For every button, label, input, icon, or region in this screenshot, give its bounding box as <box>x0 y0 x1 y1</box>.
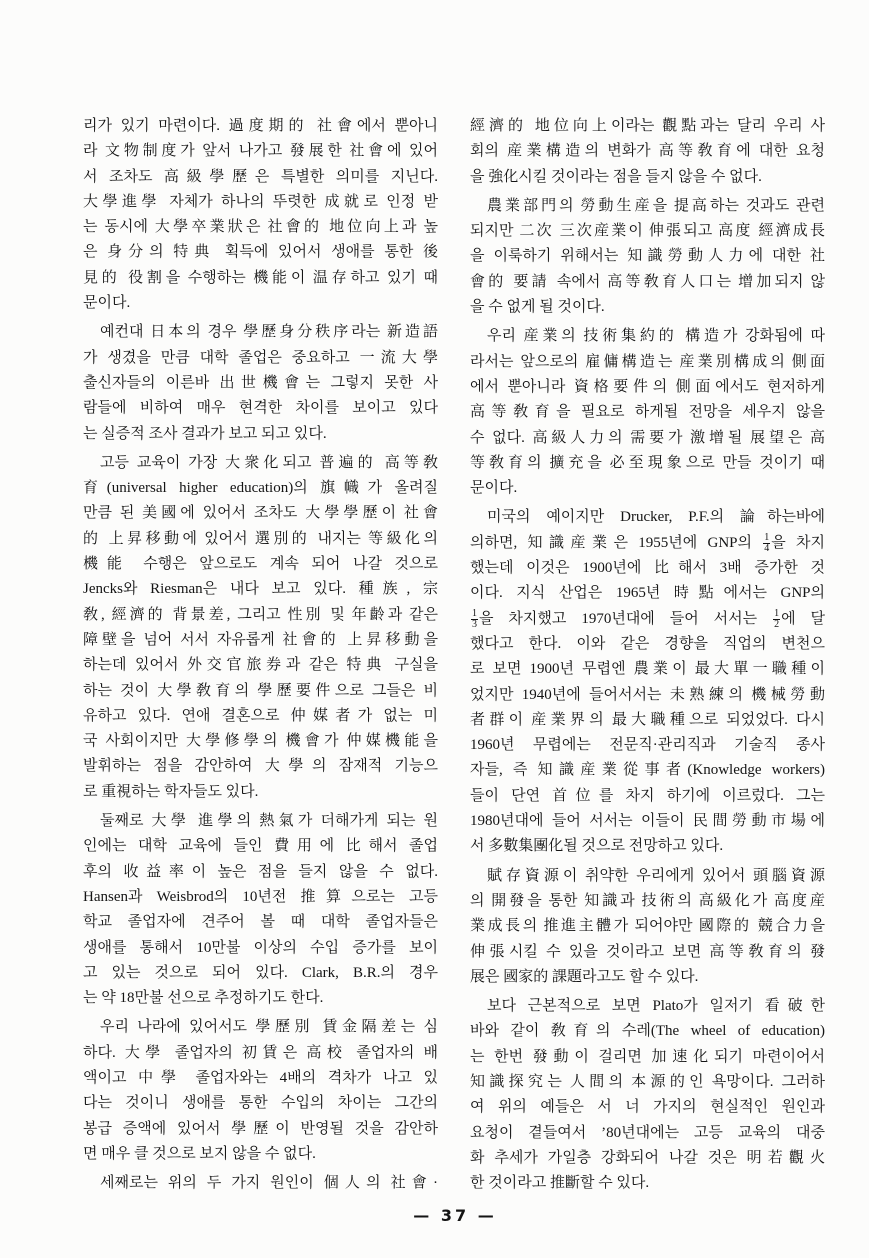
text-line: Hansen과 Weisbrod의 10년전 推算으로는 고등 <box>83 888 438 905</box>
text-line: 회의 産業構造의 변화가 高等敎育에 대한 요청 <box>470 143 825 160</box>
text-line: 만큼 된 美國에 있어서 조차도 大學學歷이 社會 <box>83 505 438 522</box>
text-line <box>470 607 825 632</box>
text-line: 가 생겼을 만큼 대학 졸업은 중요하고 一流大學 <box>83 349 438 366</box>
text-line: 大學進學 자체가 하나의 뚜렷한 成就로 인정 받 <box>83 193 438 210</box>
text-line: 인에는 대학 교육에 들인 費用에 比해서 졸업 <box>83 838 438 855</box>
text-line: 람들에 비하여 매우 현격한 차이를 보이고 있다 <box>83 400 438 417</box>
paragraph <box>470 864 825 990</box>
text-line: 했다고 한다. 이와 같은 경향을 직업의 변천으 <box>470 635 825 652</box>
text-line: 보다 근본적으로 보면 Plato가 일저기 看破한 <box>487 998 825 1015</box>
text-line: 다는 것이니 생애를 통한 수입의 차이는 그간의 <box>83 1095 438 1112</box>
text-line: 고등 교육이 가장 大衆化되고 普遍的 高等敎 <box>100 454 438 471</box>
text-line: 이다. 지식 산업은 1965년 時點에서는 GNP의 <box>470 585 825 602</box>
text-line: 리가 있기 마련이다. 過度期的 社會에서 뿐아니 <box>83 118 438 134</box>
text-line: 서 多數集團化될 것으로 전망하고 있다. <box>470 838 724 855</box>
text-line: 들이 단연 首位를 차지 하기에 이르렀다. 그는 <box>470 787 825 804</box>
text-line: 었지만 1940년에 들어서서는 未熟練의 機械勞動 <box>470 686 825 703</box>
text-line: 知識探究는 人間의 本源的인 욕망이다. 그러하 <box>470 1073 825 1090</box>
text-line <box>470 531 825 556</box>
text-segment: 에 달 <box>781 610 825 627</box>
fraction-denominator: 2 <box>774 618 780 630</box>
text-line: 會的 要請 속에서 高等敎育人口는 增加되지 않 <box>470 273 825 290</box>
paragraph <box>83 1171 438 1196</box>
text-line: 로 보면 1900년 무렵엔 農業이 最大單一職種이 <box>470 661 825 678</box>
text-line: 국 사회이지만 大學修學의 機會가 仲媒機能을 <box>83 733 438 750</box>
text-line: 유하고 있다. 연애 결혼으로 仲媒者가 없는 미 <box>83 707 438 724</box>
text-line: 者群이 産業界의 最大職種으로 되었었다. 다시 <box>470 711 825 728</box>
text-line: 等敎育의 擴充을 必至現象으로 만들 것이기 때 <box>470 454 825 471</box>
paragraph <box>470 324 825 501</box>
paragraph <box>470 194 825 320</box>
text-line: 的 上昇移動에 있어서 選別的 내지는 等級化의 <box>83 530 438 547</box>
text-line: 라서는 앞으로의 雇傭構造는 産業別構成의 側面 <box>470 353 825 370</box>
text-line: 1960년 무렵에는 전문직·관리직과 기술직 종사 <box>470 737 825 754</box>
text-line: 伸張시킬 수 있을 것이라고 보면 高等敎育의 發 <box>470 943 825 960</box>
text-line: 에서 뿐아니라 資格要件의 側面에서도 현저하게 <box>470 378 825 395</box>
text-line: 의 開發을 통한 知識과 技術의 高級化가 高度産 <box>470 892 825 909</box>
fraction-numerator: 1 <box>774 607 780 619</box>
text-line: 세째로는 위의 두 가지 원인이 個人의 社會· <box>100 1175 438 1192</box>
text-line: 見的 役割을 수행하는 機能이 温存하고 있기 때 <box>83 269 438 286</box>
text-line: 經濟的 地位向上이라는 觀點과는 달리 우리 사 <box>470 118 825 134</box>
text-line: 1980년대에 들어 서서는 이들이 民間勞動市場에 <box>470 813 825 830</box>
fraction-denominator: 3 <box>472 618 477 630</box>
text-line: 서 조차도 高級學歷은 특별한 의미를 지닌다. <box>83 168 438 185</box>
text-line: 은 身分의 特典 획득에 있어서 생애를 통한 後 <box>83 244 438 261</box>
text-segment: 을 차지했고 1970년대에 들어 서서는 <box>479 610 773 627</box>
text-line: 생애를 통해서 10만불 이상의 수입 증가를 보이 <box>83 939 438 956</box>
text-line: 을 수 없게 될 것이다. <box>470 299 605 316</box>
text-line: 農業部門의 勞動生産을 提高하는 것과도 관련 <box>487 197 825 214</box>
text-line: 을 이룩하기 위해서는 知識勞動人力에 대한 社 <box>470 248 825 265</box>
right-column <box>470 114 825 1196</box>
text-line: 발휘하는 점을 감안하여 大學의 잠재적 기능으 <box>83 758 438 775</box>
paragraph <box>83 1015 438 1167</box>
text-line: 하는데 있어서 外交官旅券과 같은 特典 구실을 <box>83 657 438 674</box>
text-line: 출신자들의 이른바 出世機會는 그렇지 못한 사 <box>83 374 438 391</box>
text-line: 되지만 二次 三次産業이 伸張되고 高度 經濟成長 <box>470 223 825 240</box>
text-line: 는 실증적 조사 결과가 보고 되고 있다. <box>83 425 327 442</box>
text-line: 학교 졸업자에 견주어 볼 때 대학 졸업자들은 <box>83 914 438 931</box>
text-line: 했는데 이것은 1900년에 比해서 3배 증가한 것 <box>470 560 825 577</box>
text-line: 요청이 곁들여서 ’80년대에는 고등 교육의 대중 <box>470 1124 825 1141</box>
text-line: 高等敎育을 필요로 하게될 전망을 세우지 않을 <box>470 404 825 421</box>
text-line: 하다. 大學 졸업자의 初賃은 高校 졸업자의 배 <box>83 1044 438 1061</box>
text-line: 로 重視하는 학자들도 있다. <box>83 783 259 800</box>
fraction <box>773 609 780 630</box>
text-line: 展은 國家的 課題라고도 할 수 있다. <box>470 968 699 985</box>
text-line: 바와 같이 敎育의 수레(The wheel of education) <box>470 1023 825 1040</box>
page-number: — 37 — <box>413 1206 497 1225</box>
text-line: 예컨대 日本의 경우 學歷身分秩序라는 新造語 <box>100 324 438 341</box>
text-line: 하는 것이 大學敎育의 學歷要件으로 그들은 비 <box>83 682 438 699</box>
text-line: 우리 나라에 있어서도 學歷別 賃金隔差는 심 <box>100 1019 438 1036</box>
text-segment: 의하면, 知識産業은 1955년에 GNP의 <box>470 534 763 551</box>
text-line: 여 위의 예들은 서 너 가지의 현실적인 원인과 <box>470 1099 825 1116</box>
text-line: 는 약 18만불 선으로 추정하기도 한다. <box>83 990 324 1007</box>
paragraph <box>83 320 438 446</box>
text-line: 문이다. <box>470 480 518 497</box>
text-line: 후의 收益率이 높은 점을 들지 않을 수 없다. <box>83 863 438 880</box>
fraction-numerator: 1 <box>764 531 770 543</box>
text-line: 業成長의 推進主體가 되어야만 國際的 競合力을 <box>470 918 825 935</box>
paragraph <box>83 809 438 1011</box>
paragraph <box>470 994 825 1196</box>
text-line: 수 없다. 高級人力의 需要가 激增될 展望은 高 <box>470 429 825 446</box>
text-line: 화 추세가 가일층 강화되어 나갈 것은 明若觀火 <box>470 1149 825 1166</box>
text-line: 敎, 經濟的 背景差, 그리고 性別 및 年齡과 같은 <box>83 606 438 623</box>
text-line: 賦存資源이 취약한 우리에게 있어서 頭腦資源 <box>487 867 825 884</box>
text-line: 액이고 中學 졸업자와는 4배의 격차가 나고 있 <box>83 1069 438 1086</box>
text-line: 봉급 증액에 있어서 學歷이 반영될 것을 감안하 <box>83 1120 438 1137</box>
text-segment: 을 차지 <box>771 534 825 551</box>
fraction <box>471 609 478 630</box>
text-line: 機能 수행은 앞으로도 계속 되어 나갈 것으로 <box>83 556 438 573</box>
fraction <box>763 533 770 554</box>
text-line: Jencks와 Riesman은 내다 보고 있다. 種族, 宗 <box>83 581 438 598</box>
text-line: 한 것이라고 推斷할 수 있다. <box>470 1175 650 1192</box>
paragraph <box>83 114 438 316</box>
paragraph <box>470 505 825 859</box>
left-column <box>83 114 438 1196</box>
fraction-numerator: 1 <box>472 607 477 619</box>
text-line: 라 文物制度가 앞서 나가고 發展한 社會에 있어 <box>83 143 438 160</box>
text-line: 는 동시에 大學卒業狀은 社會的 地位向上과 높 <box>83 219 438 236</box>
text-line: 을 強化시킬 것이라는 점을 들지 않을 수 없다. <box>470 168 762 185</box>
text-line: 障壁을 넘어 서서 자유롭게 社會的 上昇移動을 <box>83 631 438 648</box>
text-line: 면 매우 클 것으로 보지 않을 수 없다. <box>83 1145 316 1162</box>
text-line: 우리 産業의 技術集約的 構造가 강화됨에 따 <box>487 328 825 345</box>
text-line: 자들, 즉 知識産業從事者(Knowledge workers) <box>470 762 825 779</box>
text-line: 문이다. <box>83 295 131 312</box>
paragraph <box>83 451 438 805</box>
text-line: 미국의 예이지만 Drucker, P.F.의 論하는바에 <box>487 509 825 526</box>
text-line: 둘째로 大學 進學의 熱氣가 더해가게 되는 원 <box>100 813 438 830</box>
text-line: 育(universal higher education)의 旗幟가 올려질 <box>83 480 438 497</box>
text-line: 고 있는 것으로 되어 있다. Clark, B.R.의 경우 <box>83 964 438 981</box>
fraction-denominator: 4 <box>764 542 770 554</box>
text-line: 는 한번 發動이 걸리면 加速化되기 마련이어서 <box>470 1048 825 1065</box>
paragraph <box>470 114 825 190</box>
